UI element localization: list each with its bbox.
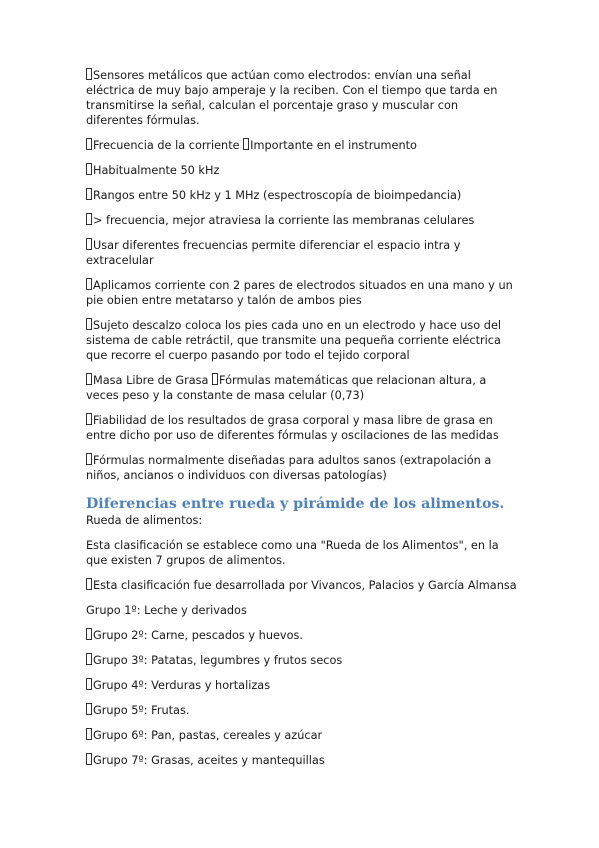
missing-glyph-icon [86,653,92,665]
paragraph: Grupo 4º: Verduras y hortalizas [86,678,518,693]
missing-glyph-icon [86,413,92,425]
paragraph: Frecuencia de la corriente Importante en el instrumento [86,138,518,153]
missing-glyph-icon [86,703,92,715]
missing-glyph-icon [86,188,92,200]
document-body [86,68,518,778]
paragraph: Grupo 7º: Grasas, aceites y mantequillas [86,753,518,768]
paragraph: Aplicamos corriente con 2 pares de electrodos situados en una mano y un pie obien entre metatarso y talón de ambos pies [86,279,513,307]
paragraph: Habitualmente 50 kHz [86,163,518,178]
section-heading: Diferencias entre rueda y pirámide de los alimentos. [86,496,505,512]
missing-glyph-icon [86,213,92,225]
paragraph: Grupo 1º: Leche y derivados [86,604,247,617]
paragraph: > frecuencia, mejor atraviesa la corriente las membranas celulares [86,213,518,228]
subheading: Rueda de alimentos: [86,514,203,527]
missing-glyph-icon [86,678,92,690]
missing-glyph-icon [212,373,218,385]
missing-glyph-icon [86,238,92,250]
paragraph: Esta clasificación fue desarrollada por Vivancos, Palacios y García Almansa [86,578,518,593]
missing-glyph-icon [86,753,92,765]
paragraph: Fiabilidad de los resultados de grasa corporal y masa libre de grasa en entre dicho por uso de diferentes fórmulas y oscilaciones de las medidas [86,414,499,442]
paragraph: Usar diferentes frecuencias permite diferenciar el espacio intra y extracelular [86,239,461,267]
missing-glyph-icon [86,628,92,640]
paragraph: Esta clasificación se establece como una "Rueda de los Alimentos", en la que existen 7 grupos de alimentos. [86,539,499,567]
paragraph: Grupo 6º: Pan, pastas, cereales y azúcar [86,728,518,743]
missing-glyph-icon [86,453,92,465]
paragraph: Rangos entre 50 kHz y 1 MHz (espectroscopía de bioimpedancia) [86,188,518,203]
paragraph: Grupo 5º: Frutas. [86,703,518,718]
missing-glyph-icon [86,278,92,290]
missing-glyph-icon [86,163,92,175]
paragraph: Grupo 3º: Patatas, legumbres y frutos secos [86,653,518,668]
paragraph: Sujeto descalzo coloca los pies cada uno en un electrodo y hace uso del sistema de cable retráctil, que transmite una pequeña corriente eléctrica que recorre el cuerpo pasando por todo el tejido corporal [86,319,502,362]
missing-glyph-icon [86,728,92,740]
missing-glyph-icon [86,138,92,150]
missing-glyph-icon [86,318,92,330]
paragraph: Fórmulas normalmente diseñadas para adultos sanos (extrapolación a niños, ancianos o individuos con diversas patologías) [86,454,492,482]
paragraph: Masa Libre de Grasa Fórmulas matemáticas que relacionan altura, a veces peso y la constante de masa celular (0,73) [86,374,487,402]
missing-glyph-icon [86,578,92,590]
missing-glyph-icon [243,138,249,150]
missing-glyph-icon [86,373,92,385]
paragraph: Sensores metálicos que actúan como electrodos: envían una señal eléctrica de muy bajo amperaje y la reciben. Con el tiempo que tarda en transmitirse la señal, calculan el porcentaje graso y muscular con diferentes fórmulas. [86,69,498,127]
missing-glyph-icon [86,68,92,80]
paragraph: Grupo 2º: Carne, pescados y huevos. [86,628,518,643]
